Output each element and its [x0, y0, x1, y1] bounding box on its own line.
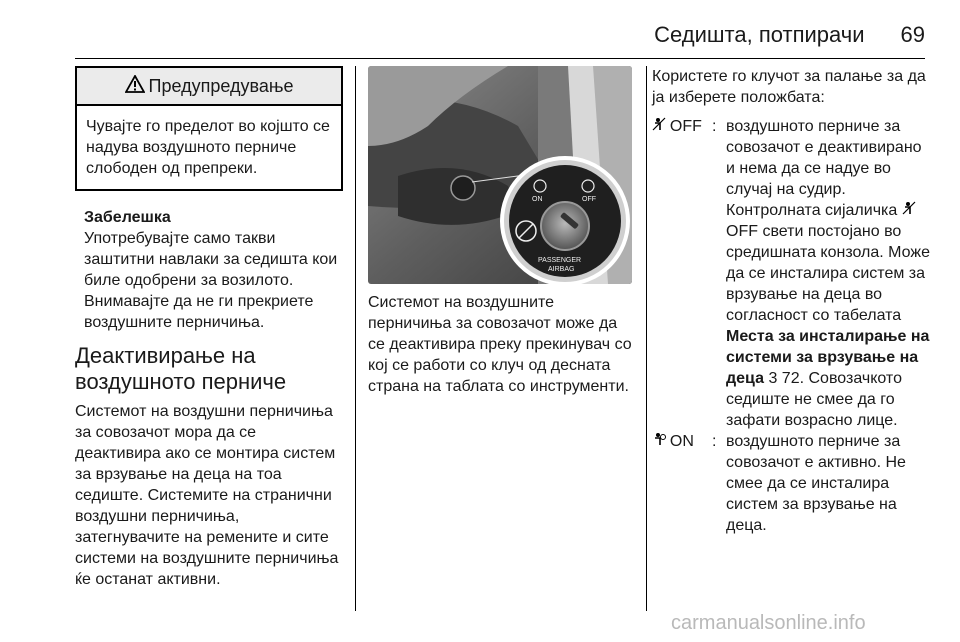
warning-title: Предупредување: [148, 75, 294, 96]
position-on-row: [652, 431, 932, 536]
header-rule: [75, 58, 925, 59]
on-label: ON: [669, 433, 694, 450]
right-column: [652, 66, 932, 536]
warning-box: [75, 66, 343, 191]
position-off-term: [652, 116, 712, 431]
page-number: 69: [900, 22, 925, 47]
header-title: Седишта, потпирачи: [654, 22, 865, 47]
figure-caption: Системот на воздушните перничиња за совозачот може да се деактивира преку прекинувач со кој се работи со клуч од десната страна на таблата со инструменти.: [368, 294, 632, 395]
warning-text: Чувајте го пределот во којшто се надува воздушното перниче слободен од препреки.: [86, 118, 330, 177]
switch-text-passenger: PASSENGER: [538, 257, 582, 264]
off-separator: :: [712, 118, 717, 135]
section-text: Системот на воздушни перничиња за совозачот мора да се деактивира ако се монтира систем за врзување на деца на тоа седиште. Системите на странични воздушни перничиња, затегнувачите на ремените и сите системи на воздушните перничиња ќе останат активни.: [75, 403, 339, 588]
airbag-on-icon: [652, 433, 670, 449]
position-on-term: [652, 431, 712, 536]
cross-reference-link[interactable]: Места за инсталирање на системи за врзување на деца: [726, 328, 930, 387]
position-list: [652, 116, 932, 536]
on-separator: :: [712, 433, 717, 450]
reference-page: 72. Совозачкото седиште не смее да го зафати возрасно лице.: [726, 370, 902, 429]
position-on-desc: воздушното перниче за совозачот е активно. Не смее да се инсталира систем за врзување на деца.: [726, 433, 906, 534]
passenger-airbag-key-switch-photo: [368, 66, 632, 284]
position-off-row: [652, 116, 932, 431]
warning-triangle-icon: [125, 75, 145, 98]
note-text: Употребувајте само такви заштитни навлаки за седишта кои биле одобрени за возилото. Внимавајте да не ги прекриете воздушните перничиња.: [84, 230, 338, 331]
column-divider-left: [355, 66, 356, 611]
note-title: Забелешка: [84, 209, 171, 226]
airbag-off-inline-icon: [902, 202, 916, 218]
airbag-off-icon: [652, 118, 670, 134]
switch-label-off: OFF: [582, 196, 596, 203]
off-text-1: воздушното перниче за совозачот е деактивирано и нема да се надуе во случај на судир. Контролната сијаличка: [726, 118, 922, 219]
warning-header: [77, 68, 341, 106]
off-text-2: свети постојано во средишната конзола. Може да се инсталира систем за врзување на деца во согласност со табелата: [726, 223, 930, 324]
page-header: [0, 22, 925, 48]
note-block: [75, 207, 343, 333]
switch-text-airbag: AIRBAG: [548, 266, 575, 273]
reference-arrow-icon: 3: [768, 370, 778, 387]
position-off-desc: [726, 116, 932, 431]
section-heading: Деактивирање на воздушното перниче: [75, 343, 287, 394]
left-column: [75, 66, 343, 590]
column-divider-right: [646, 66, 647, 611]
off-label: OFF: [669, 118, 702, 135]
watermark: carmanualsonline.info: [671, 612, 866, 634]
intro-text: Користете го клучот за палање за да ја изберете положбата:: [652, 68, 926, 106]
switch-label-on: ON: [532, 196, 543, 203]
off-inline-label: OFF: [726, 223, 758, 240]
